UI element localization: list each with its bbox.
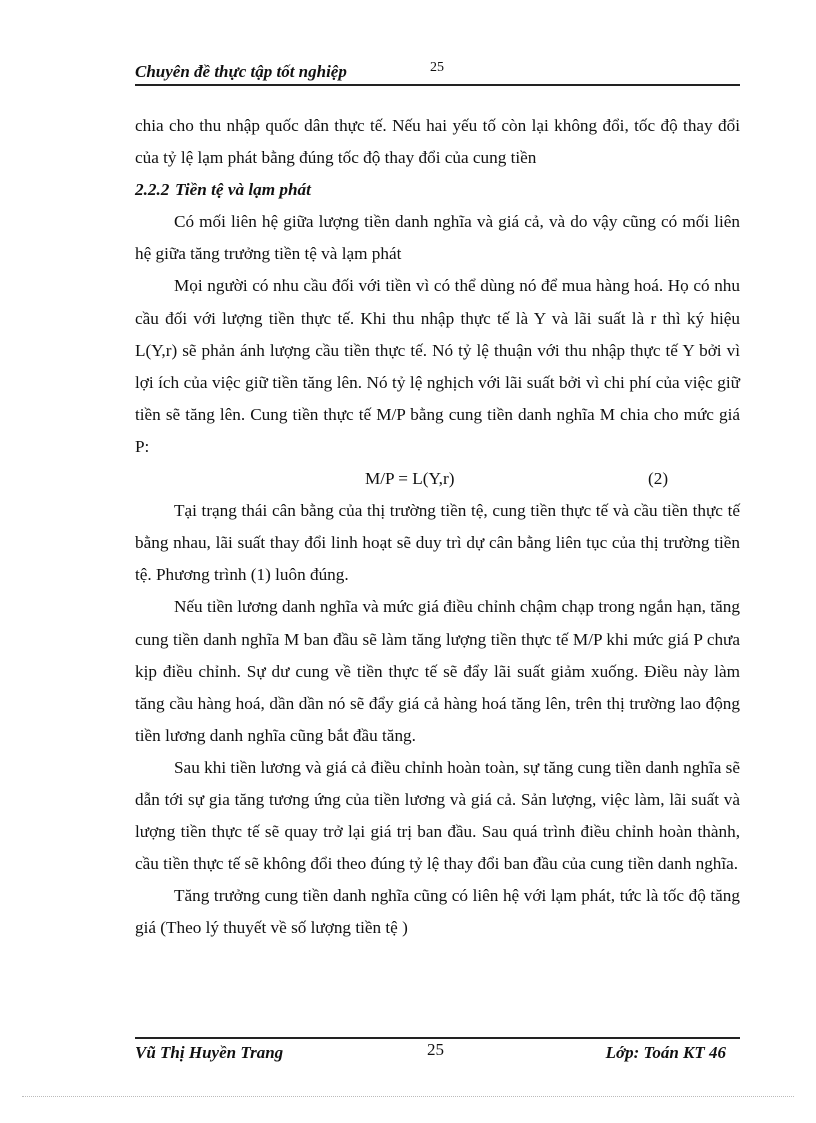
paragraph-equilibrium: Tại trạng thái cân bằng của thị trường tiền tệ, cung tiền thực tế và cầu tiền thực tế bằng nhau, lãi suất thay đổi linh hoạt sẽ duy trì dự cân bằng liên tục của thị trường tiền tệ. Phương trình (1) luôn đúng.	[135, 501, 740, 585]
header-title: Chuyên đề thực tập tốt nghiệp	[135, 62, 347, 81]
formula-expression: M/P = L(Y,r)	[365, 469, 455, 489]
page-header	[135, 58, 740, 86]
paragraph-adjustment: Sau khi tiền lương và giá cả điều chỉnh hoàn toàn, sự tăng cung tiền danh nghĩa sẽ dẫn tới sự gia tăng tương ứng của tiền lương và giá cả. Sản lượng, việc làm, lãi suất và lượng tiền thực tế sẽ quay trở lại giá trị ban đầu. Sau quá trình điều chỉnh hoàn thành, cầu tiền thực tế sẽ không đổi theo đúng tỷ lệ thay đổi ban đầu của cung tiền danh nghĩa.	[135, 757, 740, 874]
formula-line	[135, 463, 740, 495]
section-title: Tiền tệ và lạm phát	[175, 180, 311, 200]
paragraph-continuation: chia cho thu nhập quốc dân thực tế. Nếu hai yếu tố còn lại không đổi, tốc độ thay đổi của tỷ lệ lạm phát bằng đúng tốc độ thay đổi của cung tiền	[135, 116, 740, 168]
paragraph-growth: Tăng trưởng cung tiền danh nghĩa cũng có liên hệ với lạm phát, tức là tốc độ tăng giá (Theo lý thuyết về số lượng tiền tệ )	[135, 886, 740, 938]
footer-author: Vũ Thị Huyền Trang	[135, 1043, 284, 1062]
page-footer	[135, 1037, 740, 1069]
paragraph-short-run: Nếu tiền lương danh nghĩa và mức giá điều chỉnh chậm chạp trong ngắn hạn, tăng cung tiền danh nghĩa M ban đầu sẽ làm tăng lượng tiền thực tế M/P khi mức giá P chưa kịp điều chỉnh. Sự dư cung về tiền thực tế sẽ đẩy lãi suất giảm xuống. Điều này làm tăng cầu hàng hoá, dần dần nó sẽ đẩy giá cả hàng hoá tăng lên, trên thị trường lao động tiền lương danh nghĩa cũng bắt đầu tăng.	[135, 597, 740, 745]
paragraph-intro: Có mối liên hệ giữa lượng tiền danh nghĩa và giá cả, và do vậy cũng có mối liên hệ giữa tăng trưởng tiền tệ và lạm phát	[135, 212, 740, 264]
page-edge-divider	[22, 1096, 794, 1097]
footer-page-number: 25	[427, 1040, 444, 1059]
section-number: 2.2.2	[135, 180, 170, 200]
formula-number: (2)	[648, 469, 669, 489]
paragraph-money-demand: Mọi người có nhu cầu đối với tiền vì có thể dùng nó để mua hàng hoá. Họ có nhu cầu đối với lượng tiền thực tế. Khi thu nhập thực tế là Y và lãi suất là r thì ký hiệu L(Y,r) sẽ phản ánh lượng cầu tiền thực tế. Nó tỷ lệ thuận với thu nhập thực tế Y bởi vì lợi ích của việc giữ tiền tăng lên. Nó tỷ lệ nghịch với lãi suất bởi vì chi phí của việc giữ tiền sẽ tăng lên. Cung tiền thực tế M/P bằng cung tiền danh nghĩa M chia cho mức giá P:	[135, 276, 740, 456]
header-page-number: 25	[430, 60, 444, 75]
document-body	[135, 110, 740, 944]
section-heading	[135, 174, 740, 206]
footer-class-label: Lớp: Toán KT 46	[605, 1043, 726, 1062]
